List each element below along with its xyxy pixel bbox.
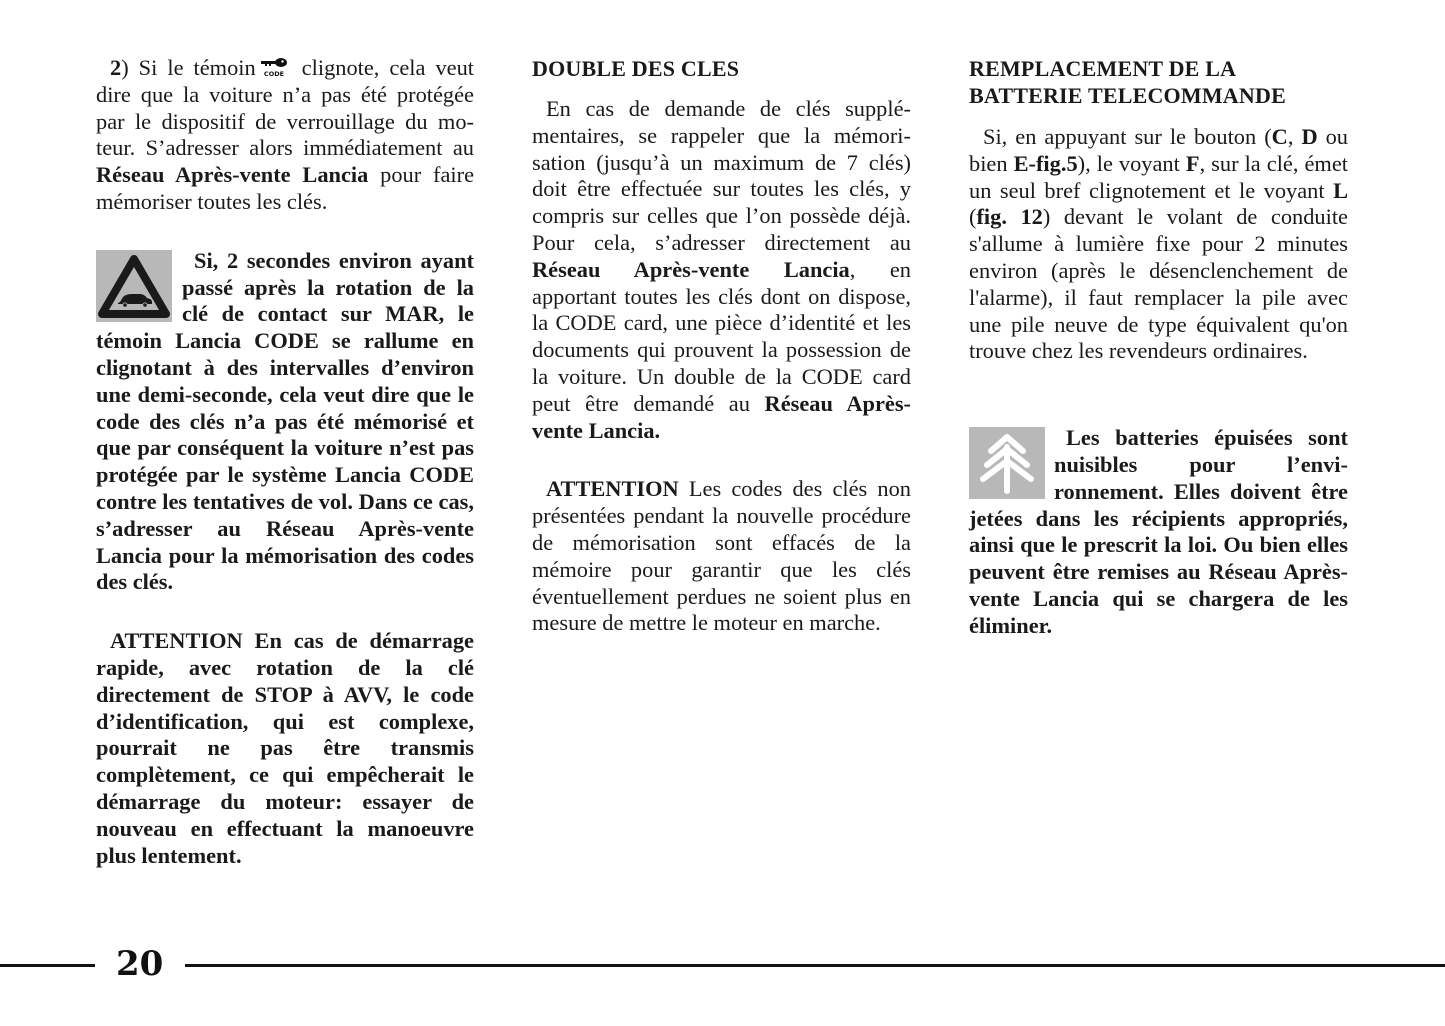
footer-rule-left <box>0 964 95 967</box>
battery-replacement-paragraph: Si, en appuyant sur le bouton (C, D ou bien E-fig.5), le voyant F, sur la clé, émet un seul bref clignotement et le voyant L (fig. 12) devant le volant de conduite s'allume à lumière fixe pour 2 minutes environ (après le désenclenchement de l'alarme), il faut remplacer la pile avec une pile neuve de type équivalent qu'on trouve chez les revendeurs ordinaires. <box>969 124 1348 364</box>
warning-triangle-car-icon <box>96 250 172 322</box>
page-footer <box>0 940 1445 990</box>
svg-text:CODE: CODE <box>263 69 284 78</box>
environment-text: Les batteries épuisées sont nuisibles pour l’environnement. Elles doivent être jetées dans les récipients appropriés, ainsi que le prescrit la loi. Ou bien elles peuvent être remises au Réseau Après-vente Lancia qui se chargera de les éliminer. <box>969 425 1348 638</box>
duplicate-keys-paragraph: En cas de demande de clés supplémentaires, se rappeler que la mémorisation (jusqu’à un maximum de 7 clés) doit être effectuée sur toutes les clés, y compris sur celles que l’on possède déjà. Pour cela, s’adresser directement au Réseau Après-vente Lancia, en apportant toutes les clés dont on dispose, la CODE card, une pièce d’identité et les documents qui prouvent la possession de la voiture. Un double de la CODE card peut être demandé au Réseau Après-vente Lancia. <box>532 96 911 443</box>
warning-text: Si, 2 secondes environ ayant passé après la rotation de la clé de contact sur MAR, le témoin Lancia CODE se rallume en clignotant à des intervalles d’environ une demi-seconde, cela veut dire que le code des clés n’a pas été mémorisé et que par conséquent la voiture n’est pas protégée par le système Lancia CODE contre les tentatives de vol. Dans ce cas, s’adresser au Réseau Après-vente Lancia pour la mémorisation des codes des clés. <box>96 247 474 595</box>
item-number: 2 <box>110 55 122 80</box>
attention-paragraph-2: ATTENTION Les codes des clés non présentées pendant la nouvelle procédure de mémorisation sont effacés de la mémoire pour garantir que les clés éventuellement perdues ne soient plus en mesure de mettre le moteur en marche. <box>532 476 911 636</box>
environment-tree-icon <box>969 427 1045 499</box>
code-warning-paragraph: 2) Si le témoin CODE clignote, cela veut dire que la voiture n’a pas été protégée par le dispositif de verrouillage du moteur. S’adresser alors immédiatement au Réseau Après-vente Lancia pour faire mémoriser toutes les clés. <box>96 55 475 214</box>
section-heading-double-des-cles: DOUBLE DES CLES <box>532 56 740 81</box>
section-heading-remplacement-batterie: REMPLACEMENT DE LA BATTERIE TELECOMMANDE <box>969 56 1286 108</box>
page-number: 20 <box>116 944 164 984</box>
column-2 <box>532 55 911 637</box>
attention-paragraph: ATTENTION En cas de démarrage rapide, avec rotation de la clé directement de STOP à AVV, le code d’identification, qui est complexe, pourrait ne pas être transmis complètement, ce qui empêcherait le démarrage du moteur: essayer de nouveau en effectuant la manoeuvre plus lentement. <box>96 628 474 868</box>
environment-block <box>969 425 1348 639</box>
warning-block <box>96 248 474 596</box>
column-1 <box>96 55 474 869</box>
attention-label-2: ATTENTION <box>546 476 679 502</box>
attention-label: ATTENTION <box>110 628 243 654</box>
footer-rule-right <box>185 964 1445 967</box>
code-key-icon <box>260 56 288 78</box>
column-3 <box>969 55 1348 640</box>
